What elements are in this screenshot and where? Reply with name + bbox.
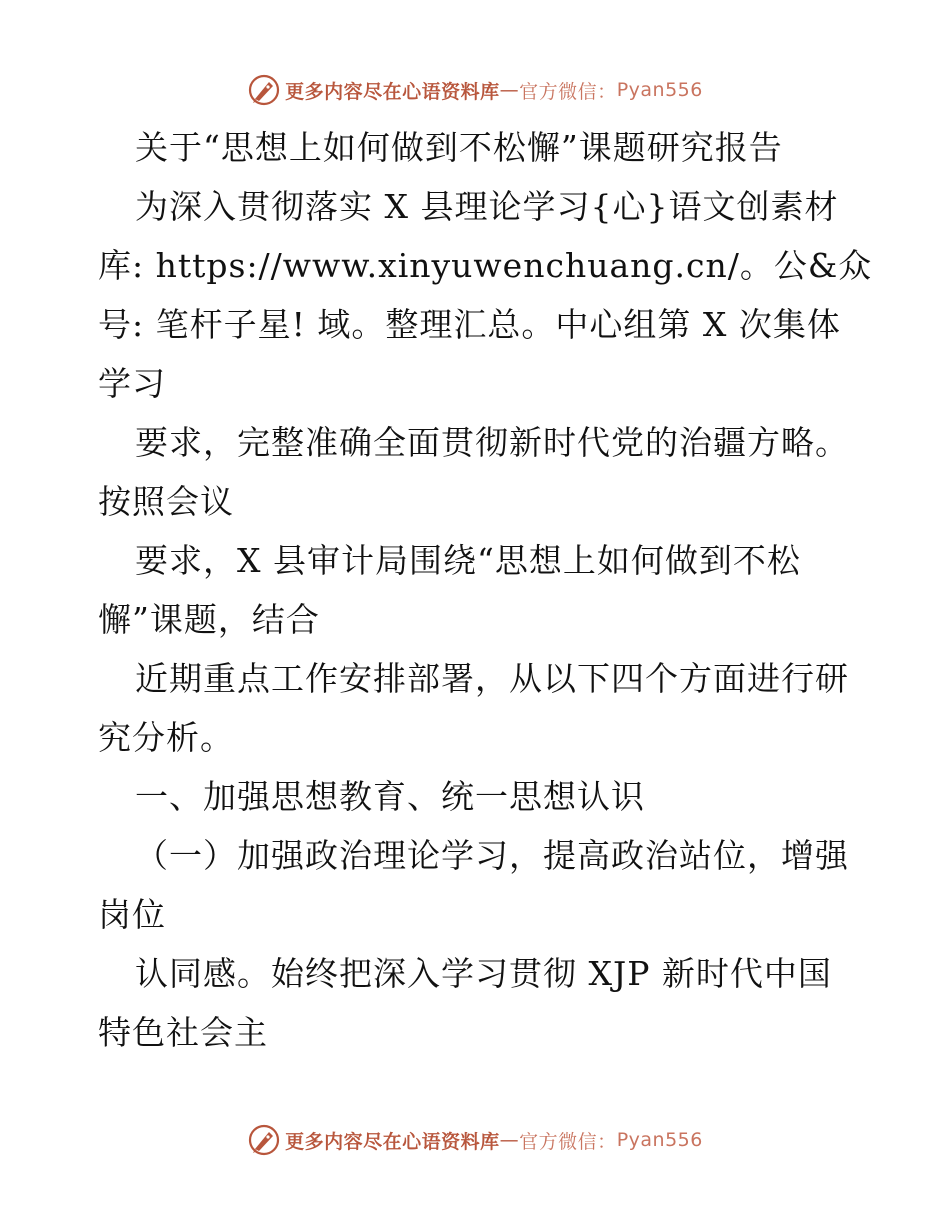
subsection-heading: （一）加强政治理论学习，提高政治站位，增强	[135, 836, 849, 875]
banner-separator: —	[499, 1129, 520, 1151]
paragraph-line: 特色社会主	[98, 1013, 268, 1052]
paragraph-line: 学习	[98, 364, 166, 403]
section-heading: 一、加强思想教育、统一思想认识	[135, 777, 645, 816]
paragraph-line: 认同感。始终把深入学习贯彻 XJP 新时代中国	[135, 954, 832, 993]
footer-watermark-banner	[0, 1120, 950, 1160]
paragraph-line: 按照会议	[98, 482, 234, 521]
paragraph-line: 要求，X 县审计局围绕“思想上如何做到不松	[135, 541, 801, 580]
pen-nib-logo-icon	[247, 73, 281, 107]
banner-main-text: 更多内容尽在心语资料库	[285, 1130, 500, 1153]
header-watermark-banner	[0, 70, 950, 110]
paragraph-line: 究分析。	[98, 718, 234, 757]
paragraph-line: 库: https://www.xinyuwenchuang.cn/。公&众	[98, 246, 873, 285]
banner-wechat-label: 官方微信：	[519, 1130, 617, 1153]
paragraph-line: 为深入贯彻落实 X 县理论学习{心}语文创素材	[135, 187, 839, 226]
paragraph-line: 要求，完整准确全面贯彻新时代党的治疆方略。	[135, 423, 849, 462]
document-title: 关于“思想上如何做到不松懈”课题研究报告	[135, 128, 783, 167]
paragraph-line: 号: 笔杆子星! 域。整理汇总。中心组第 X 次集体	[98, 305, 841, 344]
banner-main-text: 更多内容尽在心语资料库	[285, 80, 500, 103]
document-body	[98, 118, 873, 1062]
pen-nib-logo-icon	[247, 1123, 281, 1157]
banner-wechat-id: Pyan556	[616, 1129, 703, 1151]
paragraph-line: 近期重点工作安排部署，从以下四个方面进行研	[135, 659, 849, 698]
paragraph-line: 岗位	[98, 895, 166, 934]
banner-wechat-id: Pyan556	[616, 79, 703, 101]
banner-wechat-label: 官方微信：	[519, 80, 617, 103]
paragraph-line: 懈”课题，结合	[98, 600, 320, 639]
banner-separator: —	[499, 79, 520, 101]
